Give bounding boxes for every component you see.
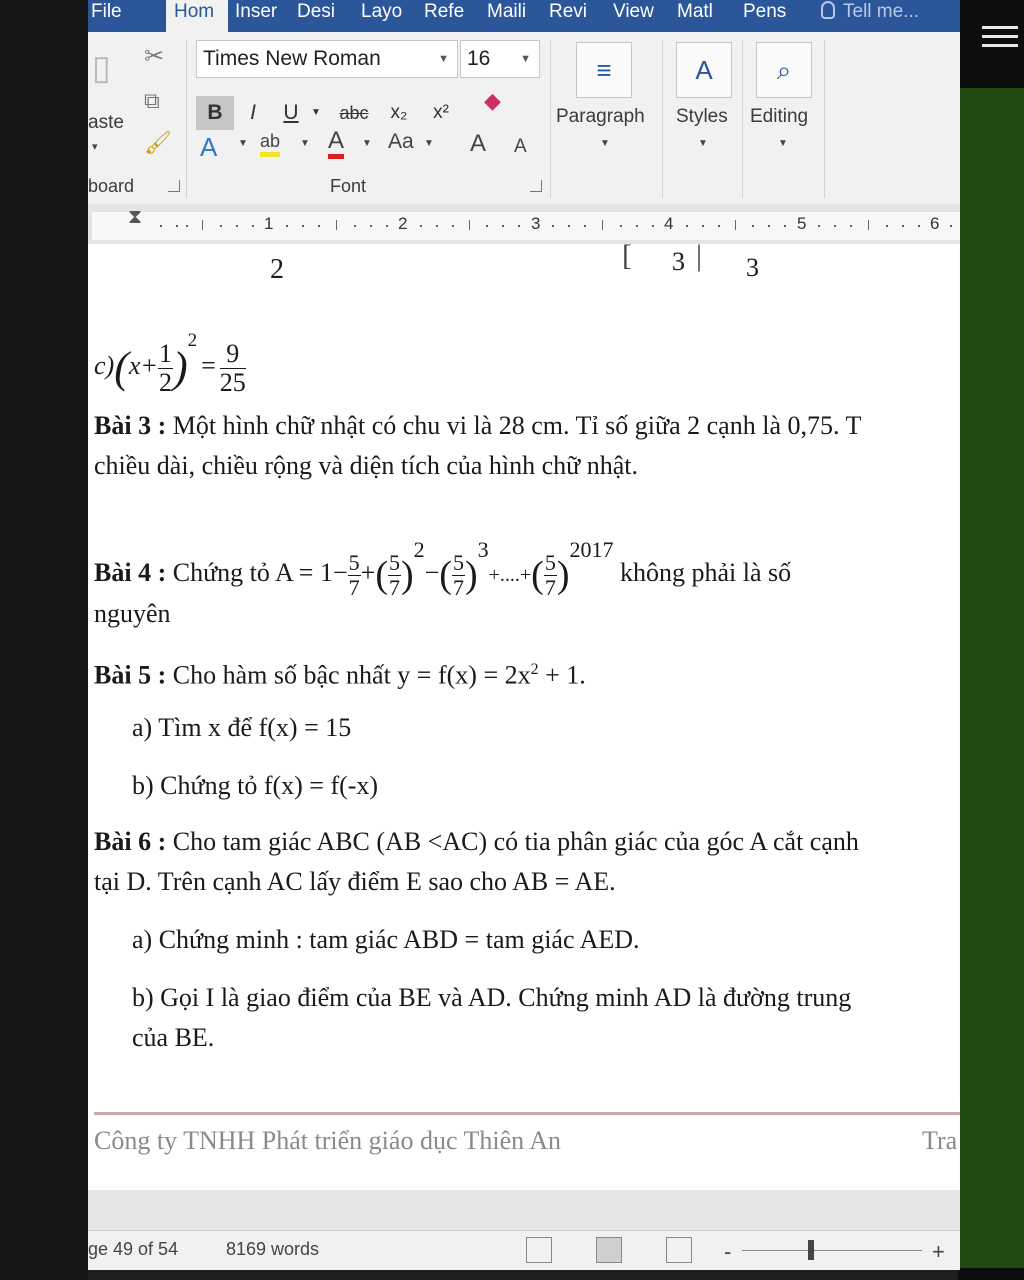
separator (550, 40, 551, 198)
bai5-part-b: b) Chứng tỏ f(x) = f(-x) (132, 771, 379, 800)
bai6-line2: tại D. Trên cạnh AC lấy điểm E sao cho AB = AE. (94, 867, 616, 896)
separator (742, 40, 743, 198)
superscript-button[interactable]: x² (433, 102, 449, 123)
ruler-number: 6 (930, 214, 940, 233)
tab-insert[interactable]: Inser (235, 1, 278, 22)
tab-references[interactable]: Refe (424, 1, 465, 22)
font-name-box[interactable]: Times New Roman ▼ (196, 40, 458, 78)
chevron-down-icon[interactable]: ▼ (424, 138, 434, 149)
tab-layout[interactable]: Layo (361, 1, 403, 22)
editing-button[interactable]: Editing (750, 106, 809, 127)
clipboard-launcher-icon[interactable] (168, 180, 180, 192)
tell-me-box[interactable]: Tell me... (818, 0, 960, 32)
chevron-down-icon[interactable]: ▼ (238, 138, 248, 149)
status-bar (88, 1230, 960, 1270)
tab-pens[interactable]: Pens (743, 1, 787, 22)
word-window (88, 0, 960, 1270)
partial-math-text: 2 (270, 254, 284, 285)
subscript-button[interactable]: x₂ (390, 102, 408, 123)
page-footer-right: Tra (922, 1126, 958, 1155)
font-launcher-icon[interactable] (530, 180, 542, 192)
web-layout-icon[interactable] (666, 1237, 692, 1263)
bai6-part-a: a) Chứng minh : tam giác ABD = tam giác AED. (132, 925, 640, 954)
paragraph-button[interactable]: Paragraph (556, 106, 645, 127)
print-layout-icon[interactable] (596, 1237, 622, 1263)
underline-button[interactable]: U (283, 101, 299, 124)
lightbulb-icon (821, 1, 835, 19)
zoom-in-button[interactable]: + (932, 1239, 945, 1264)
bai5-line1: Bài 5 : Cho hàm số bậc nhất $y = f(x) = 2x^2 + 1$. (94, 660, 586, 690)
bai3-line2: chiều dài, chiều rộng và diện tích của hình chữ nhật. (94, 451, 639, 480)
ruler-number: 4 (664, 214, 674, 233)
ruler-number: 2 (398, 214, 408, 233)
chevron-down-icon[interactable]: ▼ (520, 53, 531, 65)
menu-icon[interactable] (982, 26, 1018, 53)
chevron-down-icon[interactable]: ▼ (300, 138, 310, 149)
paste-dropdown-icon[interactable]: ▾ (92, 141, 98, 153)
tab-review[interactable]: Revi (549, 1, 588, 22)
bold-button[interactable]: B (196, 96, 234, 130)
background-window (960, 88, 1024, 1268)
partial-math-text: 3 (672, 247, 685, 276)
ruler-number: 1 (264, 214, 274, 233)
ruler-number: 3 (531, 214, 541, 233)
zoom-slider-thumb[interactable] (808, 1240, 814, 1260)
search-icon[interactable]: ⌕ (756, 42, 812, 98)
bai6-part-b-line1: b) Gọi I là giao điểm của BE và AD. Chứng minh AD là đường trung (132, 983, 852, 1012)
font-size-box[interactable]: 16 ▼ (460, 40, 540, 78)
word-count[interactable]: 8169 words (226, 1239, 320, 1259)
read-mode-icon[interactable] (526, 1237, 552, 1263)
ruler-number: 5 (797, 214, 807, 233)
page-gap (88, 1190, 960, 1230)
ruler-strip (92, 212, 960, 240)
clipboard-group-label: board (88, 176, 135, 196)
separator (824, 40, 825, 198)
footer-rule (94, 1112, 960, 1115)
copy-icon[interactable]: ⧉ (144, 88, 160, 113)
format-painter-icon[interactable]: 🖌 (144, 130, 172, 155)
chevron-down-icon[interactable]: ▼ (362, 138, 372, 149)
chevron-down-icon[interactable]: ▼ (438, 53, 449, 65)
bai6-part-b-line2: của BE. (132, 1023, 215, 1052)
text-effects-button[interactable]: A (200, 132, 218, 162)
tab-view[interactable]: View (613, 1, 654, 22)
shrink-font-button[interactable]: A (514, 136, 527, 157)
bai6-line1: Bài 6 : Cho tam giác ABC (AB <AC) có tia phân giác của góc A cắt cạnh (94, 827, 859, 856)
ruler[interactable] (88, 204, 960, 244)
separator (662, 40, 663, 198)
left-screen-border (0, 0, 88, 1280)
cut-icon[interactable]: ✂ (144, 43, 165, 70)
change-case-button[interactable]: Aa (388, 130, 414, 153)
grow-font-button[interactable]: A (470, 130, 487, 157)
ribbon-home (88, 32, 960, 204)
paragraph-icon[interactable]: ≡ (576, 42, 632, 98)
bai3-line1: Bài 3 : Một hình chữ nhật có chu vi là 28 cm. Tỉ số giữa 2 cạnh là 0,75. T (94, 411, 862, 440)
strikethrough-button[interactable]: abc (339, 103, 369, 123)
font-color-button[interactable]: A (328, 128, 344, 159)
bai4-line1: Bài 4 : Chứng tỏ A = 1− $\frac{5}{7}$ +( $\frac{5}{7}$ )$^2$−( $\frac{5}{7}$ )$^3$+....+( $\frac{5}{7}$ )$^{2017}$ không phải là số (94, 537, 792, 600)
partial-bracket: [ (622, 244, 632, 272)
tab-file[interactable]: File (91, 1, 122, 22)
tab-mailings[interactable]: Maili (487, 1, 527, 22)
bai4-line2: nguyên (94, 599, 171, 628)
ruler-tick (202, 220, 203, 230)
font-group-label: Font (330, 176, 367, 196)
tab-home[interactable]: Hom (166, 0, 228, 34)
page-footer: Công ty TNHH Phát triển giáo dục Thiên An (94, 1126, 561, 1155)
separator (186, 40, 187, 198)
italic-button[interactable]: I (250, 101, 256, 124)
chevron-down-icon[interactable]: ▼ (778, 138, 788, 149)
partial-bracket: | (696, 244, 703, 272)
ruler-tick (469, 220, 470, 230)
underline-dropdown-icon[interactable]: ▼ (311, 107, 321, 118)
ribbon-tab-bar (88, 0, 960, 32)
zoom-out-button[interactable]: - (724, 1239, 732, 1264)
math-item-c: c)(x+ $\frac{1}{2}$ )$^2$= $\frac{9}{25}$ (94, 330, 246, 397)
bai5-part-a: a) Tìm x để f(x) = 15 (132, 713, 352, 742)
tab-math[interactable]: Matl (677, 1, 713, 22)
paste-button[interactable]: aste (88, 112, 124, 133)
partial-math-text: 3 (746, 253, 759, 282)
ruler-tick (602, 220, 603, 230)
chevron-down-icon[interactable]: ▼ (698, 138, 708, 149)
ruler-tick (336, 220, 337, 230)
chevron-down-icon[interactable]: ▼ (600, 138, 610, 149)
zoom-slider[interactable] (742, 1250, 922, 1251)
highlight-button[interactable]: ab (260, 130, 280, 157)
paste-icon[interactable]: ▯ (92, 49, 111, 87)
page-count[interactable]: ge 49 of 54 (88, 1239, 179, 1259)
ruler-tick (868, 220, 869, 230)
document-page[interactable] (88, 244, 960, 1190)
indent-marker-icon[interactable]: ⧗ (128, 206, 143, 228)
clear-formatting-icon[interactable]: ◆ (484, 88, 501, 113)
ruler-tick (735, 220, 736, 230)
tab-design[interactable]: Desi (297, 1, 336, 22)
styles-button[interactable]: Styles (676, 106, 728, 127)
styles-icon[interactable]: A (676, 42, 732, 98)
